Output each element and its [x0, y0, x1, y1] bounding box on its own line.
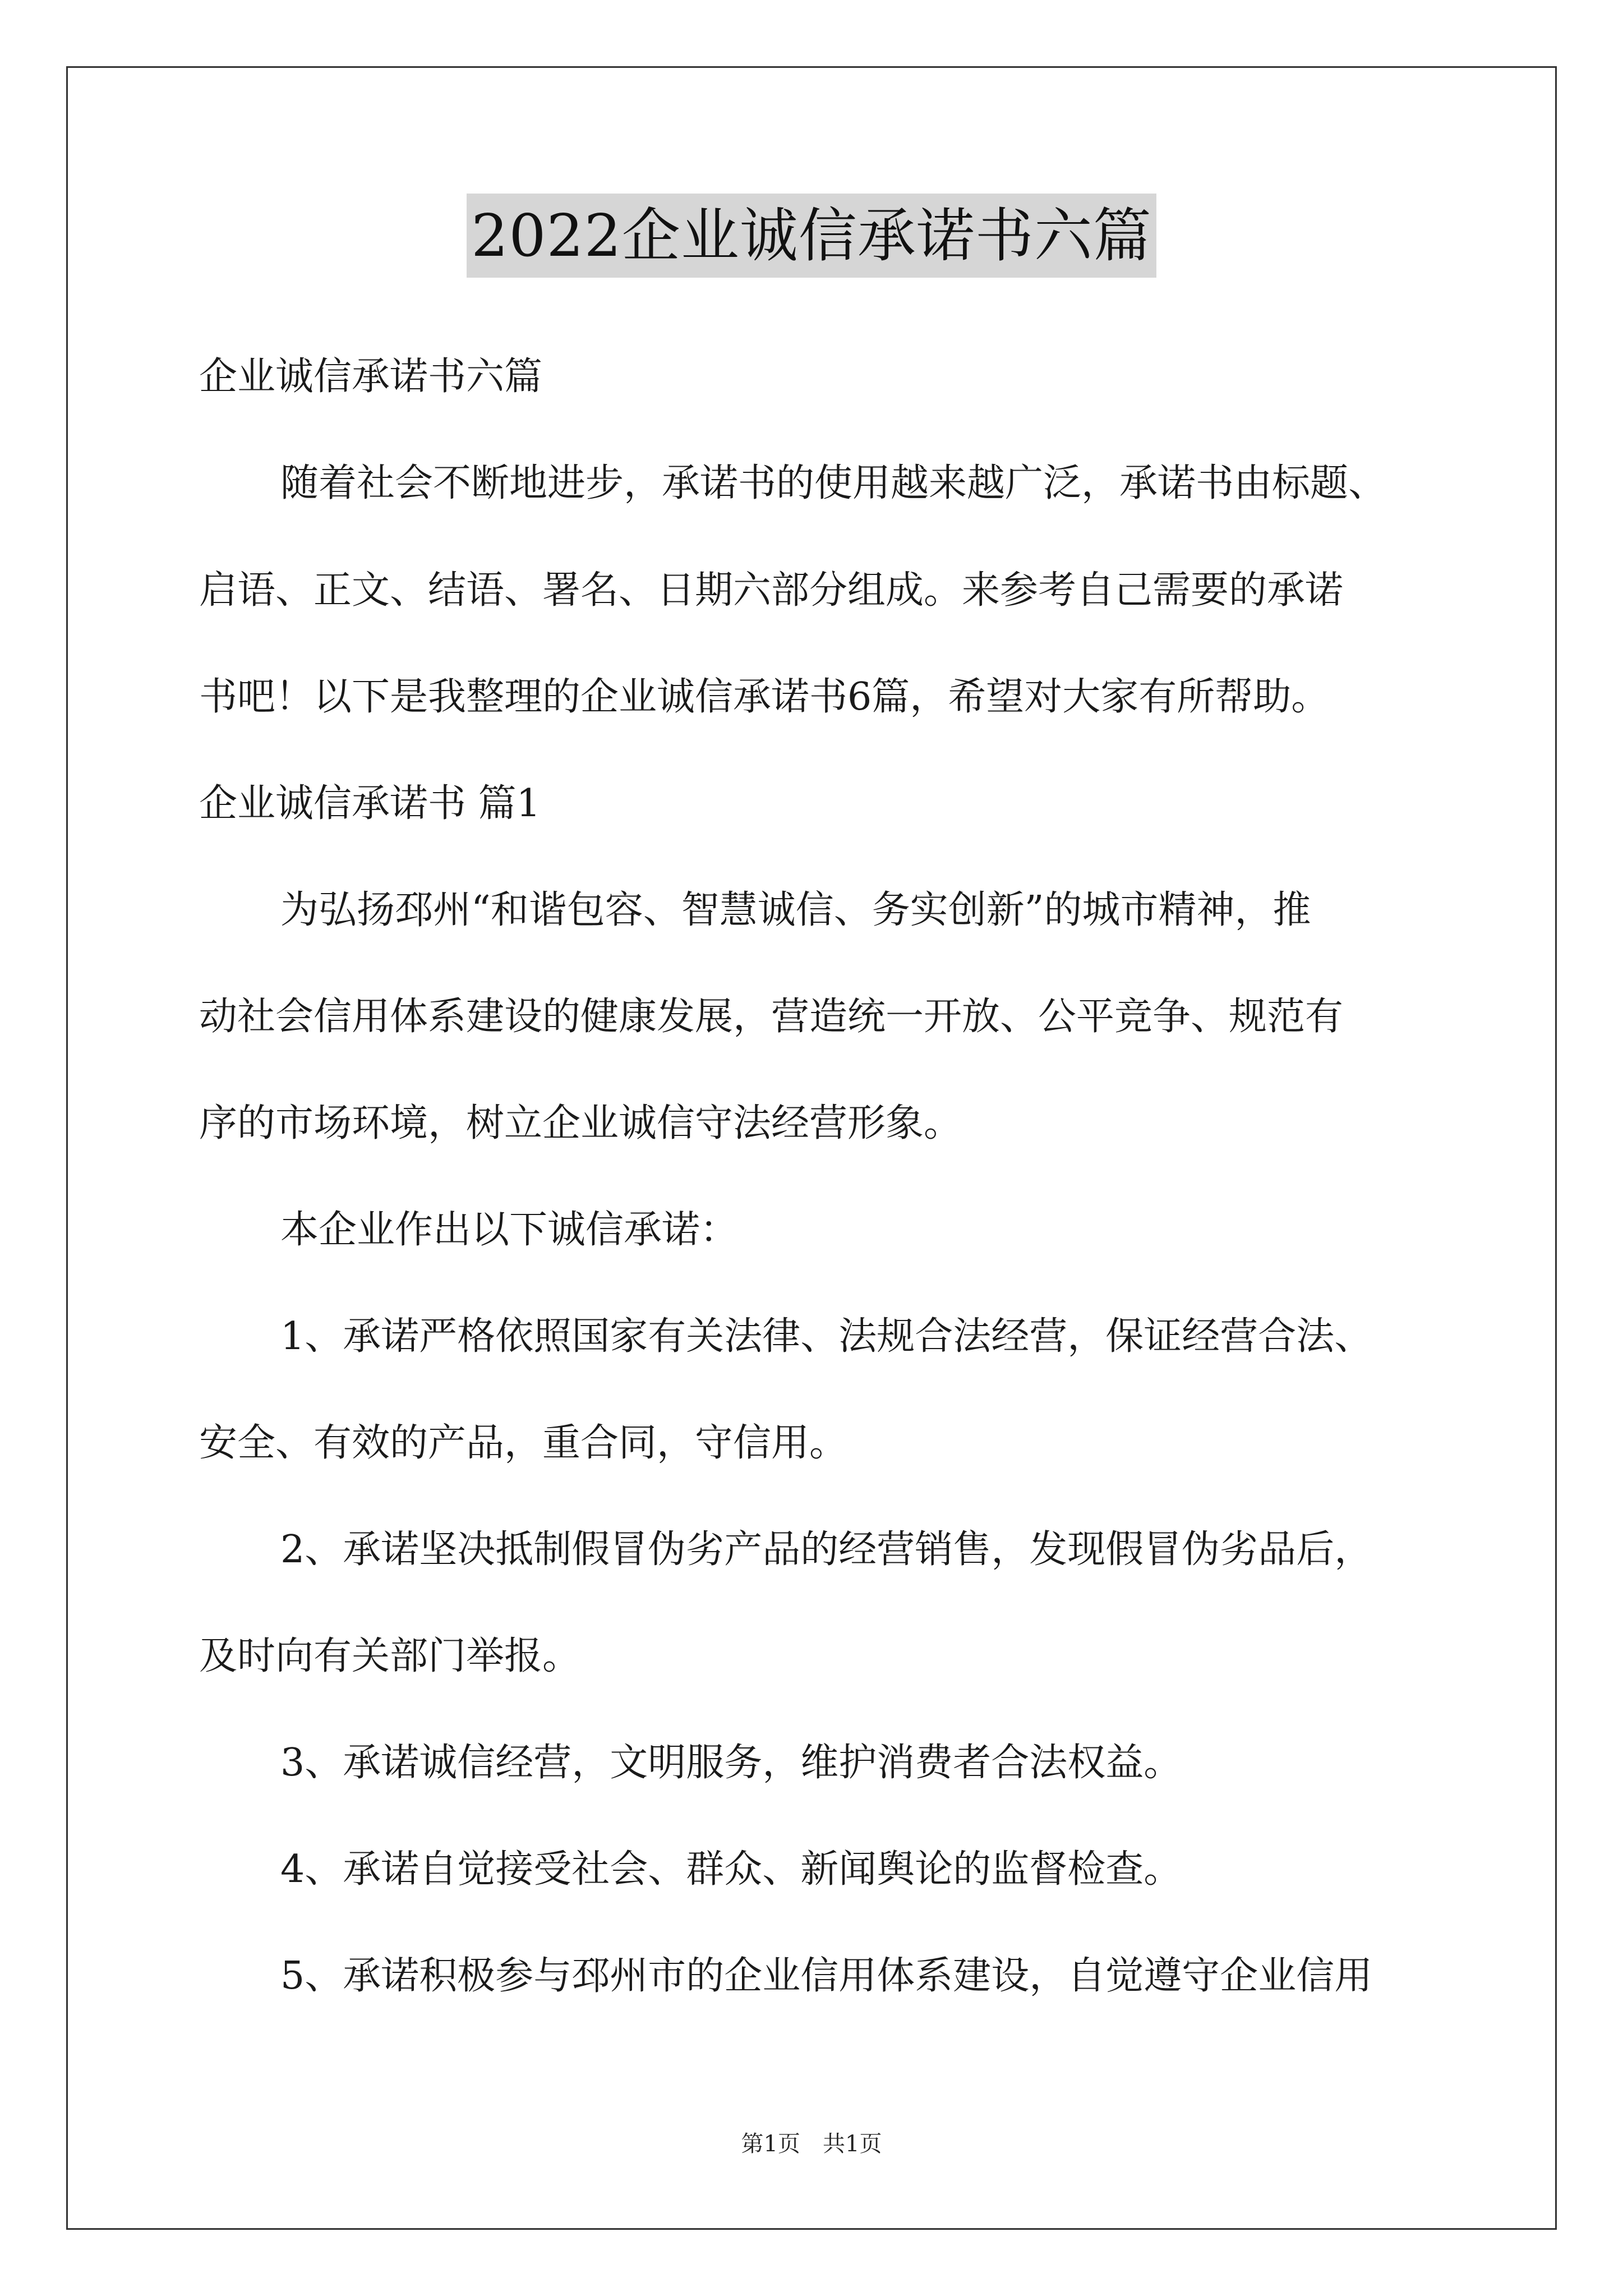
document-title: 2022企业诚信承诺书六篇	[467, 194, 1156, 278]
list-item-line: 5、承诺积极参与邳州市的企业信用体系建设，自觉遵守企业信用	[280, 1954, 1373, 1998]
list-item-line: 1、承诺严格依照国家有关法律、法规合法经营，保证经营合法、	[280, 1314, 1373, 1359]
title-container	[0, 194, 1623, 278]
subtitle-line: 企业诚信承诺书六篇	[199, 355, 543, 399]
paragraph-line: 书吧！以下是我整理的企业诚信承诺书6篇，希望对大家有所帮助。	[199, 675, 1330, 719]
list-item-line: 2、承诺坚决抵制假冒伪劣产品的经营销售，发现假冒伪劣品后，	[280, 1527, 1373, 1572]
section-heading: 企业诚信承诺书 篇1	[199, 781, 541, 826]
paragraph-line: 为弘扬邳州“和谐包容、智慧诚信、务实创新”的城市精神，推	[280, 888, 1311, 932]
list-item-line: 4、承诺自觉接受社会、群众、新闻舆论的监督检查。	[280, 1847, 1182, 1892]
paragraph-line: 动社会信用体系建设的健康发展，营造统一开放、公平竞争、规范有	[199, 995, 1344, 1039]
paragraph-line: 启语、正文、结语、署名、日期六部分组成。来参考自己需要的承诺	[199, 568, 1344, 613]
page-number-footer: 第1页 共1页	[741, 2131, 882, 2157]
list-item-line: 3、承诺诚信经营，文明服务，维护消费者合法权益。	[280, 1741, 1182, 1785]
list-item-line: 安全、有效的产品，重合同，守信用。	[199, 1421, 848, 1465]
paragraph-line: 本企业作出以下诚信承诺：	[280, 1208, 739, 1252]
list-item-line: 及时向有关部门举报。	[199, 1634, 581, 1678]
paragraph-line: 序的市场环境，树立企业诚信守法经营形象。	[199, 1101, 962, 1145]
paragraph-line: 随着社会不断地进步，承诺书的使用越来越广泛，承诺书由标题、	[280, 461, 1387, 505]
